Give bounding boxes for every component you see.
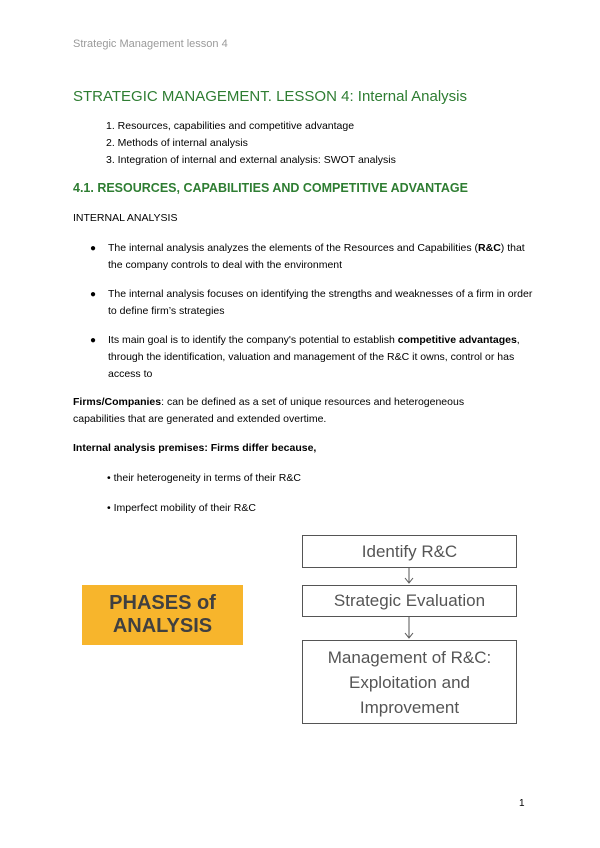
section-heading: 4.1. RESOURCES, CAPABILITIES AND COMPETITIVE ADVANTAGE [73, 181, 468, 195]
document-title: STRATEGIC MANAGEMENT. LESSON 4: Internal Analysis [73, 88, 467, 105]
toc-item: 3. Integration of internal and external analysis: SWOT analysis [106, 154, 396, 166]
premise-item: • their heterogeneity in terms of their R&C [107, 472, 301, 484]
page-number: 1 [519, 798, 525, 809]
premises-heading: Internal analysis premises: Firms differ because, [73, 442, 317, 454]
internal-analysis-subheading: INTERNAL ANALYSIS [73, 212, 178, 224]
firms-definition-text: : can be defined as a set of unique resources and heterogeneous capabilities that are generated and extended overtime. [73, 396, 465, 425]
running-header: Strategic Management lesson 4 [73, 38, 228, 50]
phases-label-text: PHASES of ANALYSIS [109, 592, 216, 637]
bullet-icon: ● [90, 289, 97, 300]
bullet-text: Its main goal is to identify the company's potential to establish competitive advantages, through the identification, valuation and management of the R&C it owns, control or has access to [108, 334, 520, 380]
toc-item: 1. Resources, capabilities and competitive advantage [106, 120, 355, 132]
flow-step-identify: Identify R&C [302, 535, 517, 568]
bullet-text: The internal analysis analyzes the elements of the Resources and Capabilities (R&C) that the company controls to deal with the environment [108, 242, 525, 271]
bullet-icon: ● [90, 335, 97, 346]
premise-item: • Imperfect mobility of their R&C [107, 502, 256, 514]
toc-item: 2. Methods of internal analysis [106, 137, 248, 149]
firms-term: Firms/Companies [73, 396, 162, 408]
flow-step-management: Management of R&C: Exploitation and Improvement [302, 640, 517, 724]
bullet-text: The internal analysis focuses on identifying the strengths and weaknesses of a firm in order to define firm’s strategies [108, 288, 533, 317]
flow-step-evaluation: Strategic Evaluation [302, 585, 517, 617]
bullet-icon: ● [90, 243, 97, 254]
